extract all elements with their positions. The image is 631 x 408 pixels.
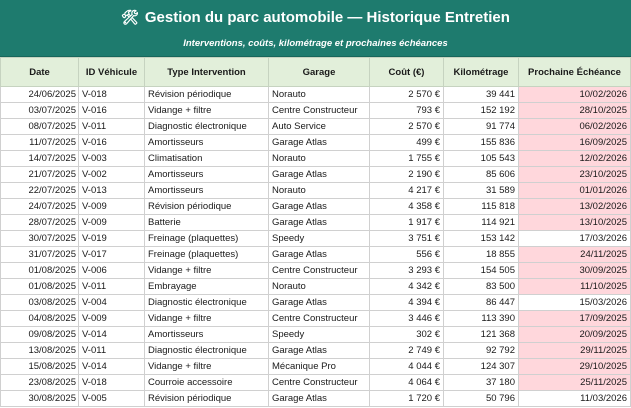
table-row bbox=[1, 103, 631, 119]
table-row bbox=[1, 135, 631, 151]
cell-cost[interactable]: 1 755 € bbox=[370, 151, 444, 167]
cell-vehicle-id[interactable]: V-006 bbox=[79, 263, 145, 279]
cell-intervention-type[interactable]: Freinage (plaquettes) bbox=[145, 231, 269, 247]
col-header-date[interactable]: Date bbox=[1, 58, 79, 87]
table-row bbox=[1, 183, 631, 199]
cell-next-due[interactable]: 15/03/2026 bbox=[519, 295, 631, 311]
col-header-vehicle-id[interactable]: ID Véhicule bbox=[79, 58, 145, 87]
cell-mileage[interactable]: 37 180 bbox=[444, 375, 519, 391]
cell-intervention-type[interactable]: Climatisation bbox=[145, 151, 269, 167]
cell-next-due[interactable]: 23/10/2025 bbox=[519, 167, 631, 183]
cell-vehicle-id[interactable]: V-005 bbox=[79, 391, 145, 407]
cell-date[interactable]: 03/07/2025 bbox=[1, 103, 79, 119]
table-row bbox=[1, 375, 631, 391]
table-row bbox=[1, 119, 631, 135]
cell-vehicle-id[interactable]: V-018 bbox=[79, 87, 145, 103]
cell-garage[interactable]: Garage Atlas bbox=[269, 135, 370, 151]
cell-mileage[interactable]: 92 792 bbox=[444, 343, 519, 359]
col-header-cost[interactable]: Coût (€) bbox=[370, 58, 444, 87]
cell-garage[interactable]: Garage Atlas bbox=[269, 343, 370, 359]
cell-next-due[interactable]: 17/03/2026 bbox=[519, 231, 631, 247]
cell-cost[interactable]: 1 917 € bbox=[370, 215, 444, 231]
cell-cost[interactable]: 2 570 € bbox=[370, 119, 444, 135]
cell-mileage[interactable]: 85 606 bbox=[444, 167, 519, 183]
cell-garage[interactable]: Centre Constructeur bbox=[269, 375, 370, 391]
cell-garage[interactable]: Norauto bbox=[269, 279, 370, 295]
cell-cost[interactable]: 4 358 € bbox=[370, 199, 444, 215]
table-row bbox=[1, 215, 631, 231]
cell-vehicle-id[interactable]: V-017 bbox=[79, 247, 145, 263]
cell-intervention-type[interactable]: Vidange + filtre bbox=[145, 359, 269, 375]
cell-mileage[interactable]: 105 543 bbox=[444, 151, 519, 167]
cell-next-due[interactable]: 10/02/2026 bbox=[519, 87, 631, 103]
page-title: Gestion du parc automobile — Historique Entretien bbox=[144, 9, 510, 26]
cell-date[interactable]: 30/07/2025 bbox=[1, 231, 79, 247]
cell-garage[interactable]: Auto Service bbox=[269, 119, 370, 135]
cell-intervention-type[interactable]: Vidange + filtre bbox=[145, 311, 269, 327]
cell-cost[interactable]: 3 293 € bbox=[370, 263, 444, 279]
cell-garage[interactable]: Norauto bbox=[269, 87, 370, 103]
cell-vehicle-id[interactable]: V-019 bbox=[79, 231, 145, 247]
cell-garage[interactable]: Norauto bbox=[269, 183, 370, 199]
table-row bbox=[1, 87, 631, 103]
cell-date[interactable]: 08/07/2025 bbox=[1, 119, 79, 135]
cell-vehicle-id[interactable]: V-011 bbox=[79, 279, 145, 295]
cell-next-due[interactable]: 17/09/2025 bbox=[519, 311, 631, 327]
cell-vehicle-id[interactable]: V-002 bbox=[79, 167, 145, 183]
cell-next-due[interactable]: 20/09/2025 bbox=[519, 327, 631, 343]
cell-mileage[interactable]: 153 142 bbox=[444, 231, 519, 247]
cell-intervention-type[interactable]: Freinage (plaquettes) bbox=[145, 247, 269, 263]
cell-next-due[interactable]: 06/02/2026 bbox=[519, 119, 631, 135]
cell-cost[interactable]: 4 217 € bbox=[370, 183, 444, 199]
col-header-garage[interactable]: Garage bbox=[269, 58, 370, 87]
table-row bbox=[1, 359, 631, 375]
cell-date[interactable]: 03/08/2025 bbox=[1, 295, 79, 311]
cell-next-due[interactable]: 01/01/2026 bbox=[519, 183, 631, 199]
cell-garage[interactable]: Garage Atlas bbox=[269, 391, 370, 407]
table-row bbox=[1, 391, 631, 407]
cell-date[interactable]: 22/07/2025 bbox=[1, 183, 79, 199]
cell-cost[interactable]: 4 064 € bbox=[370, 375, 444, 391]
cell-intervention-type[interactable]: Batterie bbox=[145, 215, 269, 231]
cell-mileage[interactable]: 91 774 bbox=[444, 119, 519, 135]
cell-garage[interactable]: Speedy bbox=[269, 231, 370, 247]
cell-date[interactable]: 30/08/2025 bbox=[1, 391, 79, 407]
cell-cost[interactable]: 2 190 € bbox=[370, 167, 444, 183]
col-header-intervention-type[interactable]: Type Intervention bbox=[145, 58, 269, 87]
cell-mileage[interactable]: 124 307 bbox=[444, 359, 519, 375]
cell-date[interactable]: 15/08/2025 bbox=[1, 359, 79, 375]
table-row bbox=[1, 151, 631, 167]
cell-date[interactable]: 13/08/2025 bbox=[1, 343, 79, 359]
cell-next-due[interactable]: 28/10/2025 bbox=[519, 103, 631, 119]
cell-date[interactable]: 01/08/2025 bbox=[1, 279, 79, 295]
cell-date[interactable]: 28/07/2025 bbox=[1, 215, 79, 231]
cell-next-due[interactable]: 29/10/2025 bbox=[519, 359, 631, 375]
cell-next-due[interactable]: 25/11/2025 bbox=[519, 375, 631, 391]
cell-vehicle-id[interactable]: V-011 bbox=[79, 119, 145, 135]
cell-mileage[interactable]: 83 500 bbox=[444, 279, 519, 295]
tools-icon: 🛠 bbox=[121, 9, 139, 25]
cell-next-due[interactable]: 24/11/2025 bbox=[519, 247, 631, 263]
table-row bbox=[1, 231, 631, 247]
cell-next-due[interactable]: 11/10/2025 bbox=[519, 279, 631, 295]
cell-vehicle-id[interactable]: V-018 bbox=[79, 375, 145, 391]
cell-intervention-type[interactable]: Vidange + filtre bbox=[145, 263, 269, 279]
cell-intervention-type[interactable]: Amortisseurs bbox=[145, 167, 269, 183]
cell-mileage[interactable]: 18 855 bbox=[444, 247, 519, 263]
cell-date[interactable]: 09/08/2025 bbox=[1, 327, 79, 343]
cell-vehicle-id[interactable]: V-009 bbox=[79, 311, 145, 327]
cell-date[interactable]: 31/07/2025 bbox=[1, 247, 79, 263]
cell-next-due[interactable]: 12/02/2026 bbox=[519, 151, 631, 167]
cell-intervention-type[interactable]: Révision périodique bbox=[145, 87, 269, 103]
table-row bbox=[1, 167, 631, 183]
cell-date[interactable]: 24/06/2025 bbox=[1, 87, 79, 103]
cell-vehicle-id[interactable]: V-011 bbox=[79, 343, 145, 359]
cell-cost[interactable]: 4 044 € bbox=[370, 359, 444, 375]
cell-cost[interactable]: 793 € bbox=[370, 103, 444, 119]
cell-cost[interactable]: 3 751 € bbox=[370, 231, 444, 247]
table-row bbox=[1, 247, 631, 263]
cell-garage[interactable]: Garage Atlas bbox=[269, 295, 370, 311]
cell-garage[interactable]: Garage Atlas bbox=[269, 247, 370, 263]
cell-vehicle-id[interactable]: V-016 bbox=[79, 103, 145, 119]
header-row bbox=[1, 58, 631, 87]
cell-next-due[interactable]: 30/09/2025 bbox=[519, 263, 631, 279]
table-row bbox=[1, 279, 631, 295]
cell-vehicle-id[interactable]: V-014 bbox=[79, 359, 145, 375]
cell-vehicle-id[interactable]: V-009 bbox=[79, 199, 145, 215]
cell-mileage[interactable]: 155 836 bbox=[444, 135, 519, 151]
cell-intervention-type[interactable]: Amortisseurs bbox=[145, 327, 269, 343]
cell-cost[interactable]: 1 720 € bbox=[370, 391, 444, 407]
cell-cost[interactable]: 4 394 € bbox=[370, 295, 444, 311]
cell-mileage[interactable]: 154 505 bbox=[444, 263, 519, 279]
cell-cost[interactable]: 556 € bbox=[370, 247, 444, 263]
maintenance-table bbox=[0, 57, 631, 407]
table-row bbox=[1, 327, 631, 343]
cell-vehicle-id[interactable]: V-003 bbox=[79, 151, 145, 167]
cell-intervention-type[interactable]: Révision périodique bbox=[145, 199, 269, 215]
cell-intervention-type[interactable]: Courroie accessoire bbox=[145, 375, 269, 391]
cell-vehicle-id[interactable]: V-004 bbox=[79, 295, 145, 311]
cell-mileage[interactable]: 86 447 bbox=[444, 295, 519, 311]
sheet-banner bbox=[0, 0, 631, 57]
cell-vehicle-id[interactable]: V-016 bbox=[79, 135, 145, 151]
cell-garage[interactable]: Garage Atlas bbox=[269, 199, 370, 215]
cell-mileage[interactable]: 113 390 bbox=[444, 311, 519, 327]
cell-next-due[interactable]: 13/02/2026 bbox=[519, 199, 631, 215]
cell-vehicle-id[interactable]: V-009 bbox=[79, 215, 145, 231]
cell-cost[interactable]: 3 446 € bbox=[370, 311, 444, 327]
table-row bbox=[1, 263, 631, 279]
cell-cost[interactable]: 302 € bbox=[370, 327, 444, 343]
cell-cost[interactable]: 2 749 € bbox=[370, 343, 444, 359]
cell-intervention-type[interactable]: Amortisseurs bbox=[145, 183, 269, 199]
cell-mileage[interactable]: 39 441 bbox=[444, 87, 519, 103]
cell-date[interactable]: 24/07/2025 bbox=[1, 199, 79, 215]
cell-intervention-type[interactable]: Amortisseurs bbox=[145, 135, 269, 151]
cell-garage[interactable]: Norauto bbox=[269, 151, 370, 167]
cell-date[interactable]: 04/08/2025 bbox=[1, 311, 79, 327]
table-row bbox=[1, 343, 631, 359]
cell-vehicle-id[interactable]: V-013 bbox=[79, 183, 145, 199]
col-header-next-due[interactable]: Prochaine Échéance bbox=[519, 58, 631, 87]
cell-intervention-type[interactable]: Vidange + filtre bbox=[145, 103, 269, 119]
cell-next-due[interactable]: 13/10/2025 bbox=[519, 215, 631, 231]
cell-garage[interactable]: Centre Constructeur bbox=[269, 263, 370, 279]
cell-next-due[interactable]: 29/11/2025 bbox=[519, 343, 631, 359]
cell-mileage[interactable]: 31 589 bbox=[444, 183, 519, 199]
cell-mileage[interactable]: 50 796 bbox=[444, 391, 519, 407]
table-row bbox=[1, 311, 631, 327]
cell-mileage[interactable]: 114 921 bbox=[444, 215, 519, 231]
cell-intervention-type[interactable]: Embrayage bbox=[145, 279, 269, 295]
cell-date[interactable]: 21/07/2025 bbox=[1, 167, 79, 183]
cell-date[interactable]: 14/07/2025 bbox=[1, 151, 79, 167]
cell-date[interactable]: 01/08/2025 bbox=[1, 263, 79, 279]
cell-garage[interactable]: Garage Atlas bbox=[269, 167, 370, 183]
cell-cost[interactable]: 499 € bbox=[370, 135, 444, 151]
cell-mileage[interactable]: 121 368 bbox=[444, 327, 519, 343]
cell-next-due[interactable]: 16/09/2025 bbox=[519, 135, 631, 151]
cell-intervention-type[interactable]: Diagnostic électronique bbox=[145, 295, 269, 311]
page-subtitle: Interventions, coûts, kilométrage et prochaines échéances bbox=[183, 38, 448, 49]
cell-next-due[interactable]: 11/03/2026 bbox=[519, 391, 631, 407]
cell-vehicle-id[interactable]: V-014 bbox=[79, 327, 145, 343]
cell-mileage[interactable]: 115 818 bbox=[444, 199, 519, 215]
cell-cost[interactable]: 2 570 € bbox=[370, 87, 444, 103]
col-header-mileage[interactable]: Kilométrage bbox=[444, 58, 519, 87]
cell-cost[interactable]: 4 342 € bbox=[370, 279, 444, 295]
cell-intervention-type[interactable]: Diagnostic électronique bbox=[145, 343, 269, 359]
table-row bbox=[1, 199, 631, 215]
banner-title bbox=[0, 6, 631, 29]
cell-date[interactable]: 23/08/2025 bbox=[1, 375, 79, 391]
table-row bbox=[1, 295, 631, 311]
cell-garage[interactable]: Mécanique Pro bbox=[269, 359, 370, 375]
cell-intervention-type[interactable]: Diagnostic électronique bbox=[145, 119, 269, 135]
cell-garage[interactable]: Speedy bbox=[269, 327, 370, 343]
cell-intervention-type[interactable]: Révision périodique bbox=[145, 391, 269, 407]
cell-garage[interactable]: Centre Constructeur bbox=[269, 103, 370, 119]
cell-garage[interactable]: Centre Constructeur bbox=[269, 311, 370, 327]
cell-garage[interactable]: Garage Atlas bbox=[269, 215, 370, 231]
cell-mileage[interactable]: 152 192 bbox=[444, 103, 519, 119]
cell-date[interactable]: 11/07/2025 bbox=[1, 135, 79, 151]
